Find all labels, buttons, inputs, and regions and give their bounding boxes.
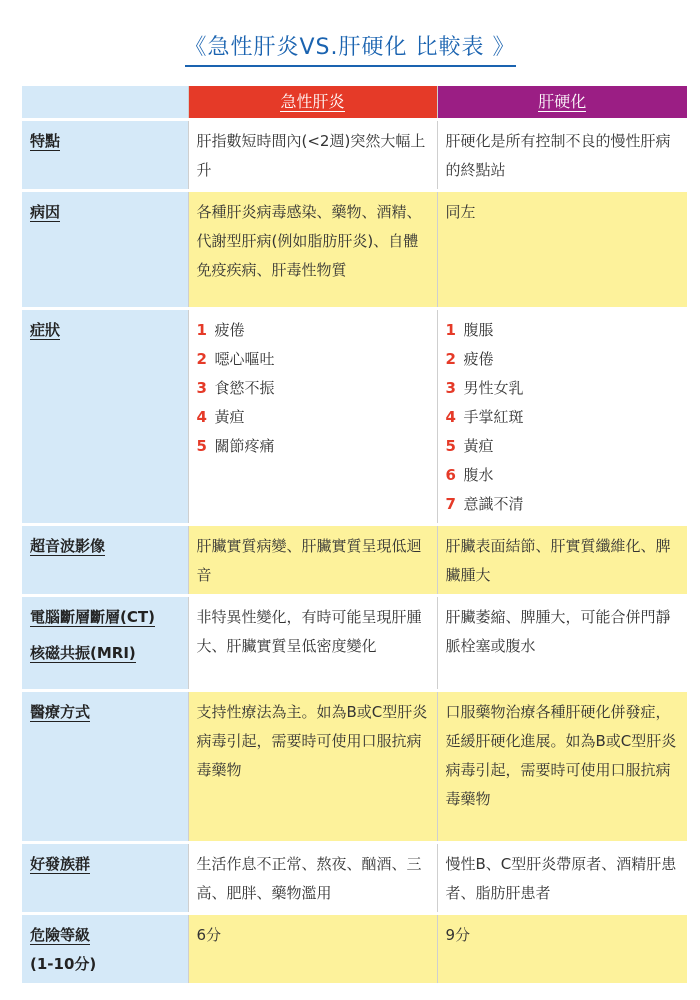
item-text: 黃疸 (463, 437, 494, 455)
item-number: 7 (445, 495, 456, 513)
header-col1-cell (188, 86, 437, 120)
item-text: 男性女乳 (463, 379, 524, 397)
ct-mri-col1: 非特異性變化，有時可能呈現肝腫大、肝臟實質呈低密度變化 (188, 596, 437, 691)
item-text: 手掌紅斑 (463, 408, 524, 426)
item-number: 1 (196, 321, 207, 339)
list-item (197, 374, 429, 403)
row-ct-mri (22, 596, 687, 691)
symptoms-col2 (437, 309, 687, 525)
item-text: 疲倦 (214, 321, 245, 339)
header-col1 (189, 86, 437, 118)
list-item (197, 432, 429, 461)
page-title: 《急性肝炎VS.肝硬化 比較表 》 (185, 30, 516, 67)
row-label-text: 特點 (30, 132, 61, 150)
danger-col1: 6分 (188, 914, 437, 985)
list-item (197, 345, 429, 374)
symptoms-col1 (188, 309, 437, 525)
item-text: 食慾不振 (214, 379, 275, 397)
header-col2 (438, 86, 688, 118)
row-treatment (22, 691, 687, 843)
row-label-risk-group (22, 843, 188, 914)
item-number: 2 (445, 350, 456, 368)
row-label-features (22, 120, 188, 191)
item-text: 噁心嘔吐 (214, 350, 275, 368)
list-item (446, 432, 680, 461)
row-label-ultrasound (22, 525, 188, 596)
row-label-text-2: (1-10分) (30, 955, 97, 973)
list-item (446, 461, 680, 490)
item-number: 3 (445, 379, 456, 397)
ultrasound-col1: 肝臟實質病變、肝臟實質呈現低迴音 (188, 525, 437, 596)
item-text: 關節疼痛 (214, 437, 275, 455)
row-label-line (30, 921, 180, 950)
row-ultrasound (22, 525, 687, 596)
item-text: 腹水 (463, 466, 494, 484)
risk-group-col2: 慢性B、C型肝炎帶原者、酒精肝患者、脂肪肝患者 (437, 843, 687, 914)
title-wrap (0, 30, 700, 67)
row-label-text-2: 核磁共振(MRI) (30, 644, 136, 662)
row-label-line (30, 950, 180, 979)
row-danger (22, 914, 687, 985)
item-number: 6 (445, 466, 456, 484)
ultrasound-col2: 肝臟表面結節、肝實質纖維化、脾臟腫大 (437, 525, 687, 596)
list-item (446, 490, 680, 519)
header-col1-label: 急性肝炎 (280, 92, 345, 111)
ct-mri-col2: 肝臟萎縮、脾腫大，可能合併門靜脈栓塞或腹水 (437, 596, 687, 691)
item-text: 意識不清 (463, 495, 524, 513)
features-col1: 肝指數短時間內(<2週)突然大幅上升 (188, 120, 437, 191)
row-label-text: 症狀 (30, 321, 61, 339)
row-label-line (30, 639, 180, 668)
list-item (446, 374, 680, 403)
row-label-cause (22, 191, 188, 309)
row-label-symptoms (22, 309, 188, 525)
row-label-text: 超音波影像 (30, 537, 106, 555)
item-number: 2 (196, 350, 207, 368)
cause-col2: 同左 (437, 191, 687, 309)
row-label-text: 好發族群 (30, 855, 91, 873)
features-col2: 肝硬化是所有控制不良的慢性肝病的終點站 (437, 120, 687, 191)
list-item (446, 345, 680, 374)
list-item (446, 403, 680, 432)
treatment-col2: 口服藥物治療各種肝硬化併發症，延緩肝硬化進展。如為B或C型肝炎病毒引起，需要時可使用口服抗病毒藥物 (437, 691, 687, 843)
risk-group-col1: 生活作息不正常、熬夜、酗酒、三高、肥胖、藥物濫用 (188, 843, 437, 914)
row-symptoms (22, 309, 687, 525)
treatment-col1: 支持性療法為主。如為B或C型肝炎病毒引起，需要時可使用口服抗病毒藥物 (188, 691, 437, 843)
row-risk-group (22, 843, 687, 914)
item-text: 腹脹 (463, 321, 494, 339)
row-features (22, 120, 687, 191)
item-text: 黃疸 (214, 408, 245, 426)
item-number: 5 (445, 437, 456, 455)
item-number: 1 (445, 321, 456, 339)
item-number: 4 (445, 408, 456, 426)
item-number: 4 (196, 408, 207, 426)
item-text: 疲倦 (463, 350, 494, 368)
table-header-row (22, 86, 687, 120)
list-item (446, 316, 680, 345)
row-label-text: 電腦斷層斷層(CT) (30, 608, 155, 626)
danger-col2: 9分 (437, 914, 687, 985)
row-label-text: 危險等級 (30, 926, 91, 944)
comparison-table (22, 86, 687, 986)
row-cause (22, 191, 687, 309)
row-label-line (30, 603, 180, 632)
header-col2-label: 肝硬化 (538, 92, 587, 111)
item-number: 3 (196, 379, 207, 397)
row-label-treatment (22, 691, 188, 843)
row-label-danger (22, 914, 188, 985)
list-item (197, 316, 429, 345)
cause-col1: 各種肝炎病毒感染、藥物、酒精、代謝型肝病(例如脂肪肝炎)、自體免疫疾病、肝毒性物質 (188, 191, 437, 309)
row-label-text: 病因 (30, 203, 61, 221)
list-item (197, 403, 429, 432)
row-label-text: 醫療方式 (30, 703, 91, 721)
row-label-ct-mri (22, 596, 188, 691)
header-blank-cell (22, 86, 188, 120)
header-col2-cell (437, 86, 687, 120)
item-number: 5 (196, 437, 207, 455)
